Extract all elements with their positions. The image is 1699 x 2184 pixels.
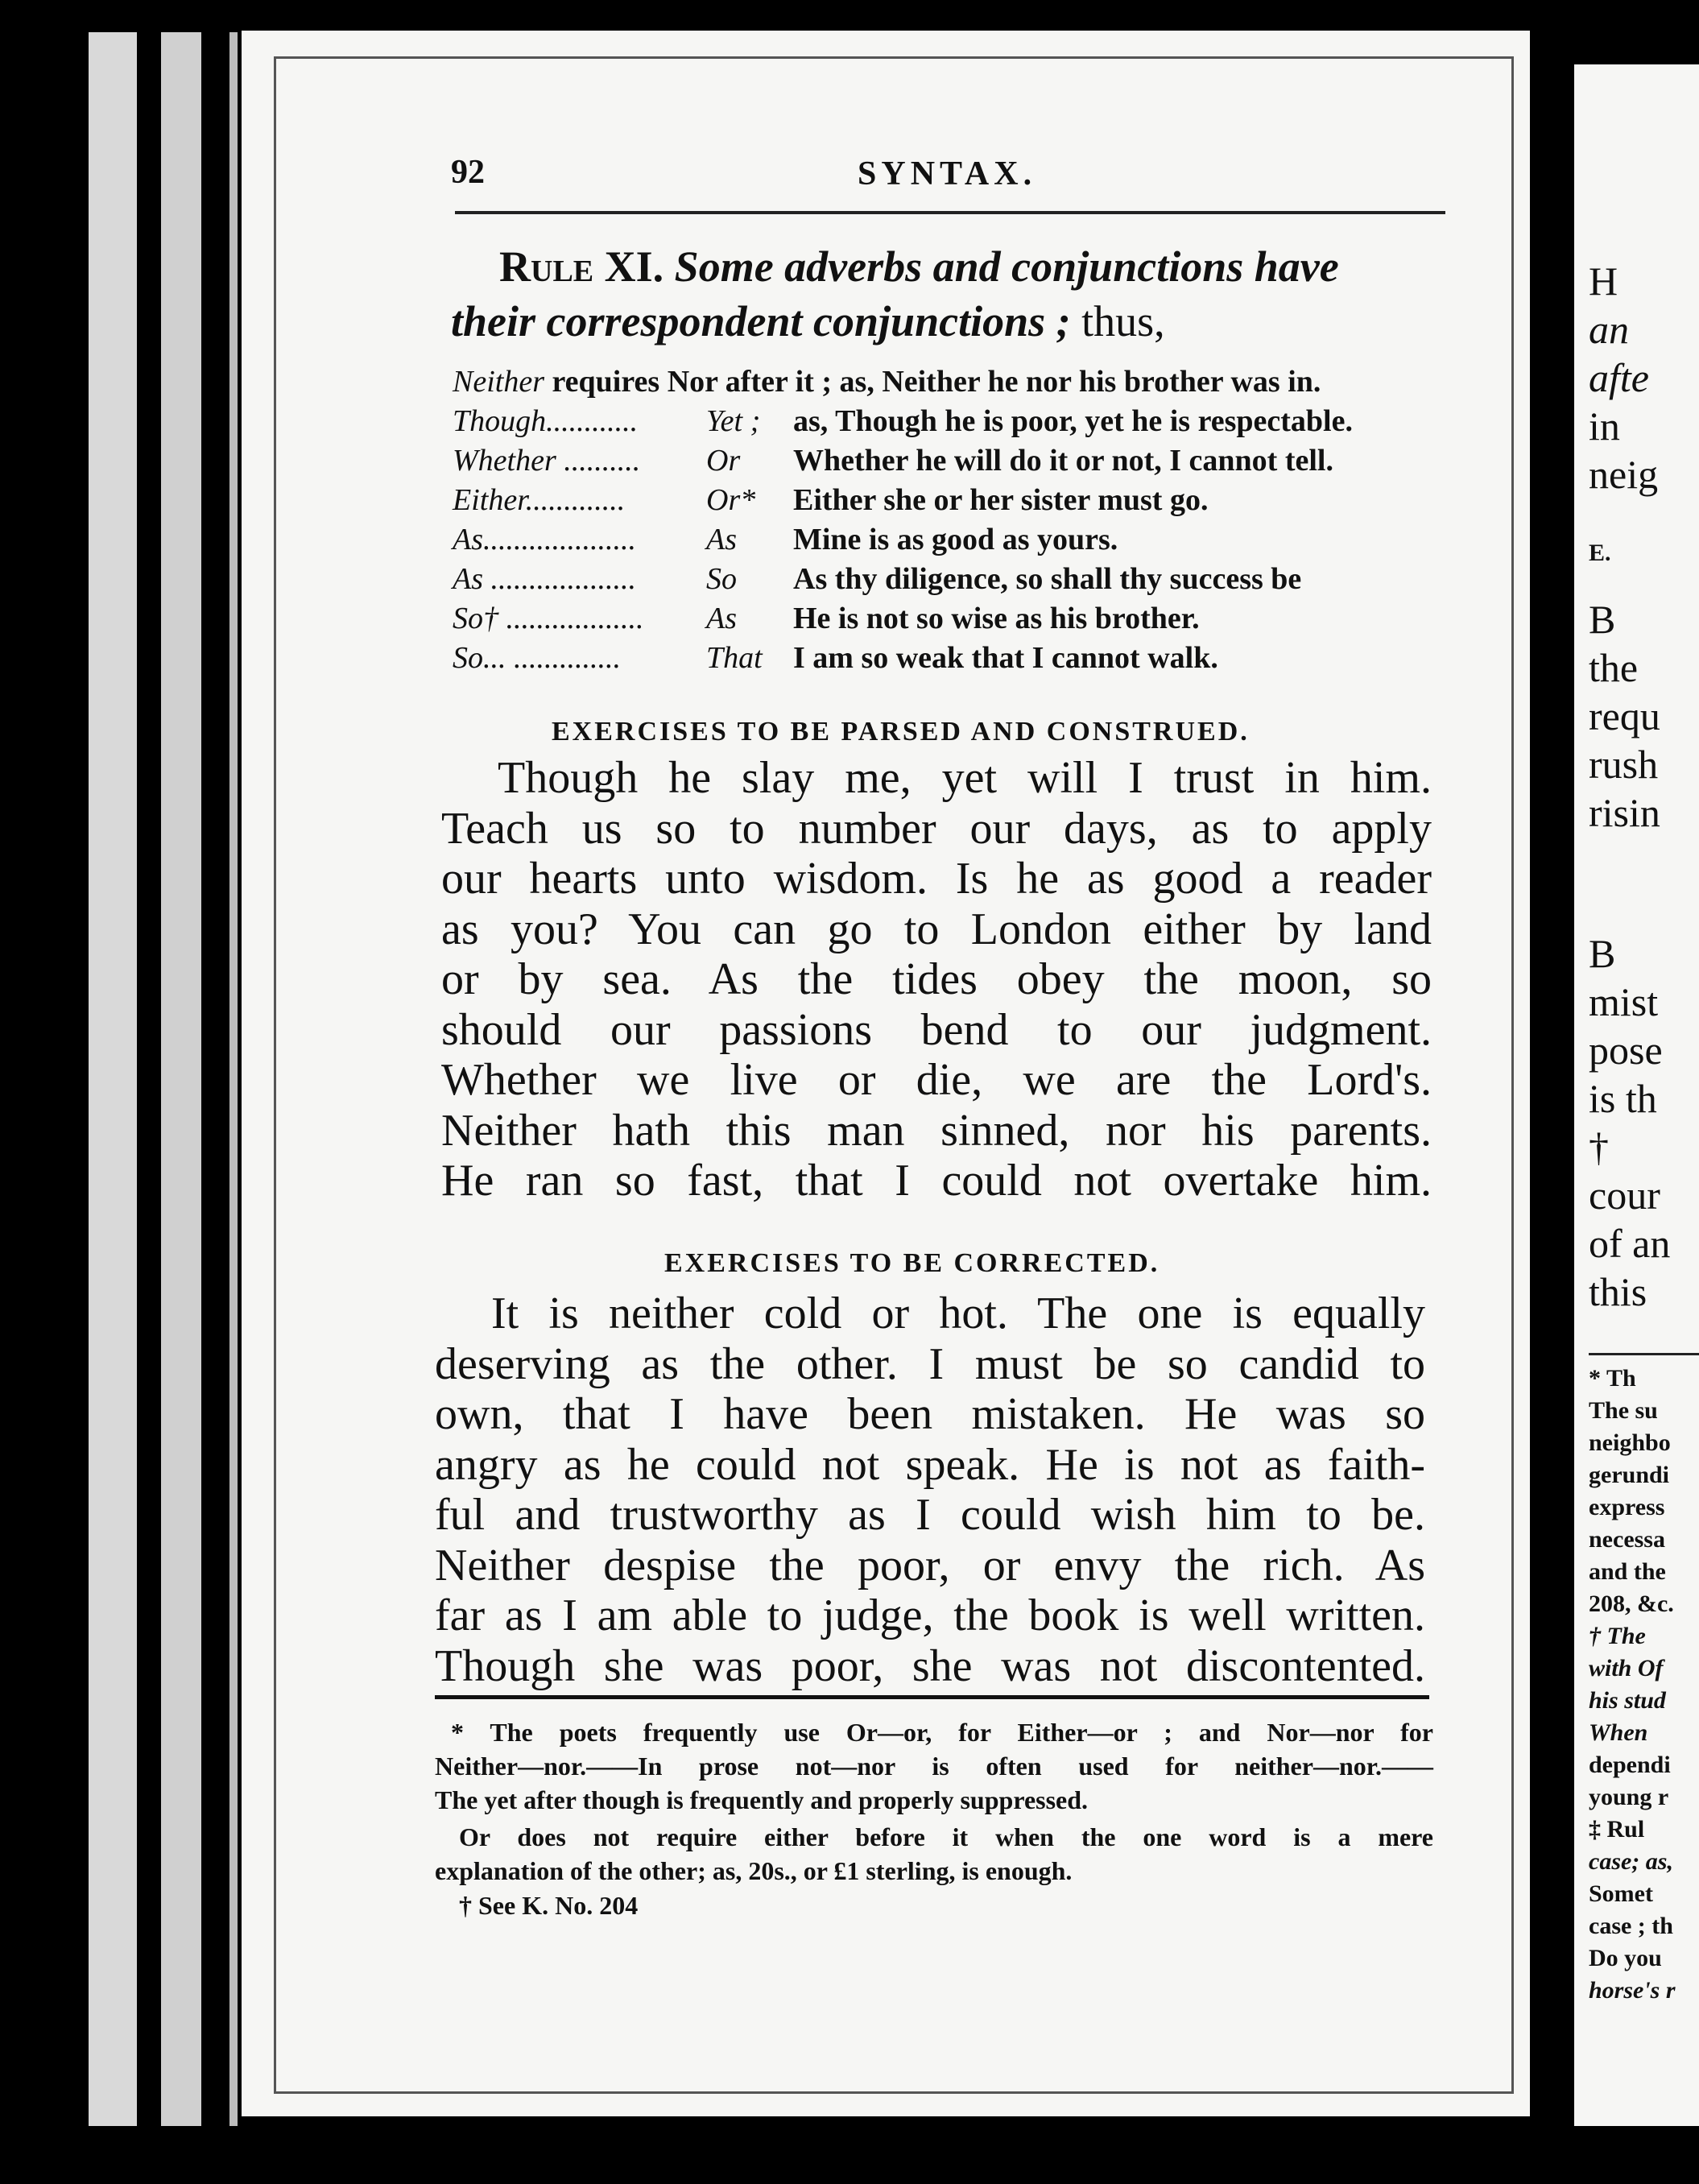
facing-fragment: rush [1589, 742, 1659, 787]
table-row [453, 599, 1353, 639]
pair-first: Either............. [453, 483, 626, 517]
pair-first: So... .............. [453, 641, 621, 675]
pair-example: as, Though he is poor, yet he is respectable. [793, 404, 1353, 438]
footnote-line: Neither—nor.——In prose not—nor is often used for neither—nor.—— [435, 1752, 1433, 1781]
facing-fragment: risin [1589, 790, 1660, 835]
rule-text-line1: Some adverbs and conjunctions have [674, 242, 1339, 291]
pair-second: Or* [706, 483, 756, 517]
pair-second: Yet ; [706, 404, 761, 438]
facing-fragment: case ; th [1589, 1913, 1673, 1939]
text-line: He ran so fast, that I could not overtake him. [441, 1156, 1432, 1206]
pair-first: Though............ [453, 404, 639, 438]
footnote [435, 1715, 1433, 1817]
pair-second: So [706, 562, 737, 596]
running-head: SYNTAX. [858, 155, 1037, 192]
table-row [453, 481, 1353, 520]
pair-first: So† .................. [453, 602, 644, 635]
page-gutter [1530, 31, 1562, 2149]
rule-label: Rule XI. [499, 242, 664, 291]
facing-fragment: Somet [1589, 1880, 1653, 1907]
table-row [453, 402, 1353, 441]
facing-fragment: horse's r [1589, 1977, 1676, 2004]
text-line: Though he slay me, yet will I trust in him. [498, 753, 1432, 803]
facing-fragment: ‡ Rul [1589, 1816, 1645, 1843]
footnote-line: explanation of the other; as, 20s., or £1 sterling, is enough. [435, 1856, 1073, 1885]
text-line: should our passions bend to our judgment. [441, 1004, 1432, 1055]
section-heading: EXERCISES TO BE CORRECTED. [664, 1248, 1160, 1278]
text-line: or by sea. As the tides obey the moon, so [441, 954, 1432, 1004]
facing-fragment: the [1589, 645, 1639, 690]
section-heading: EXERCISES TO BE PARSED AND CONSTRUED. [552, 717, 1250, 747]
text-line: Neither hath this man sinned, nor his parents. [441, 1105, 1432, 1156]
text-line: as you? You can go to London either by land [441, 904, 1432, 954]
table-row [453, 560, 1353, 599]
footnote-line: The yet after though is frequently and properly suppressed. [435, 1785, 1089, 1814]
rule-text-line2: their correspondent conjunctions ; [451, 297, 1071, 345]
facing-fragment: † The [1589, 1623, 1646, 1649]
facing-fragment: dependi [1589, 1752, 1671, 1778]
exercise-paragraph-corrected [435, 1288, 1425, 1691]
table-row [453, 639, 1353, 678]
pair-second: As [706, 523, 737, 556]
binding-edge [89, 32, 137, 2126]
facing-fragment: and the [1589, 1558, 1666, 1585]
facing-fragment: H [1589, 259, 1618, 304]
pair-second: As [706, 602, 737, 635]
rule-statement-continued [451, 296, 1165, 346]
text-line: our hearts unto wisdom. Is he as good a reader [441, 854, 1432, 904]
text-line: far as I am able to judge, the book is well written. [435, 1590, 1425, 1640]
facing-fragment: in [1589, 403, 1620, 449]
facing-fragment: When [1589, 1719, 1648, 1746]
facing-fragment: 208, &c. [1589, 1590, 1674, 1617]
facing-fragment: E. [1589, 540, 1611, 566]
facing-fragment: mist [1589, 979, 1659, 1024]
text-line: deserving as the other. I must be so candid to [435, 1338, 1425, 1389]
facing-fragment: requ [1589, 693, 1660, 738]
footnote-line: † See K. No. 204 [459, 1891, 639, 1920]
pair-example: As thy diligence, so shall thy success be [793, 562, 1302, 596]
text-line: Neither despise the poor, or envy the rich. As [435, 1540, 1425, 1590]
footnote-rule [1589, 1353, 1699, 1355]
table-row [453, 441, 1353, 481]
facing-fragment: pose [1589, 1028, 1663, 1073]
pair-first: Whether .......... [453, 444, 641, 478]
facing-fragment: express [1589, 1494, 1665, 1520]
text-line: Whether we live or die, we are the Lord's. [441, 1055, 1432, 1105]
correspondent-conjunctions-table [453, 362, 1353, 678]
facing-fragment: an [1589, 307, 1629, 352]
facing-fragment: young r [1589, 1784, 1669, 1810]
footnote-line: * The poets frequently use Or—or, for Either—or ; and Nor—nor for [451, 1718, 1433, 1747]
footnote-rule [435, 1695, 1429, 1699]
facing-fragment: this [1589, 1269, 1647, 1314]
facing-fragment: neig [1589, 452, 1659, 497]
facing-fragment: gerundi [1589, 1462, 1670, 1488]
facing-fragment: case; as, [1589, 1848, 1673, 1875]
pair-example: He is not so wise as his brother. [793, 602, 1200, 635]
footnote [435, 1820, 1433, 1888]
pair-second: That [706, 641, 763, 675]
rule-statement [499, 242, 1339, 292]
facing-fragment: necessa [1589, 1526, 1665, 1553]
header-rule [455, 211, 1445, 214]
facing-fragment: B [1589, 931, 1616, 976]
text-line: It is neither cold or hot. The one is equally [491, 1288, 1425, 1338]
pair-first: As.................... [453, 523, 636, 556]
pair-first: Neither [453, 365, 544, 399]
text-line: Teach us so to number our days, as to apply [441, 803, 1432, 854]
pair-example: Whether he will do it or not, I cannot tell. [793, 444, 1333, 478]
facing-fragment: The su [1589, 1397, 1658, 1424]
facing-fragment: of an [1589, 1221, 1671, 1266]
text-line: angry as he could not speak. He is not as faith- [435, 1439, 1425, 1490]
exercise-paragraph-parsed [441, 753, 1432, 1206]
facing-fragment: * Th [1589, 1365, 1636, 1392]
text-line: own, that I have been mistaken. He was so [435, 1389, 1425, 1439]
rule-text-tail: thus, [1081, 297, 1165, 345]
facing-fragment: cour [1589, 1173, 1660, 1218]
pair-example: Either she or her sister must go. [793, 483, 1209, 517]
facing-fragment: † [1589, 1124, 1609, 1169]
facing-fragment: afte [1589, 355, 1649, 400]
pair-first: As ................... [453, 562, 636, 596]
pair-example: I am so weak that I cannot walk. [793, 641, 1218, 675]
facing-fragment: Do you [1589, 1945, 1662, 1971]
facing-fragment: neighbo [1589, 1429, 1671, 1456]
pair-example: Mine is as good as yours. [793, 523, 1118, 556]
table-row [453, 362, 1353, 402]
facing-page [1574, 64, 1699, 2126]
binding-edge [229, 32, 238, 2126]
facing-fragment: B [1589, 597, 1616, 642]
pair-example: requires Nor after it ; as, Neither he nor his brother was in. [552, 365, 1321, 399]
facing-fragment: is th [1589, 1076, 1657, 1121]
facing-fragment: with Of [1589, 1655, 1664, 1681]
text-line: ful and trustworthy as I could wish him to be. [435, 1490, 1425, 1540]
page-number: 92 [451, 154, 485, 191]
footnote [435, 1888, 1433, 1922]
binding-edge [161, 32, 201, 2126]
text-line: Though she was poor, she was not discontented. [435, 1640, 1425, 1691]
pair-second: Or [706, 444, 741, 478]
facing-fragment: his stud [1589, 1687, 1666, 1714]
table-row [453, 520, 1353, 560]
footnote-line: Or does not require either before it when the one word is a mere [459, 1822, 1433, 1851]
